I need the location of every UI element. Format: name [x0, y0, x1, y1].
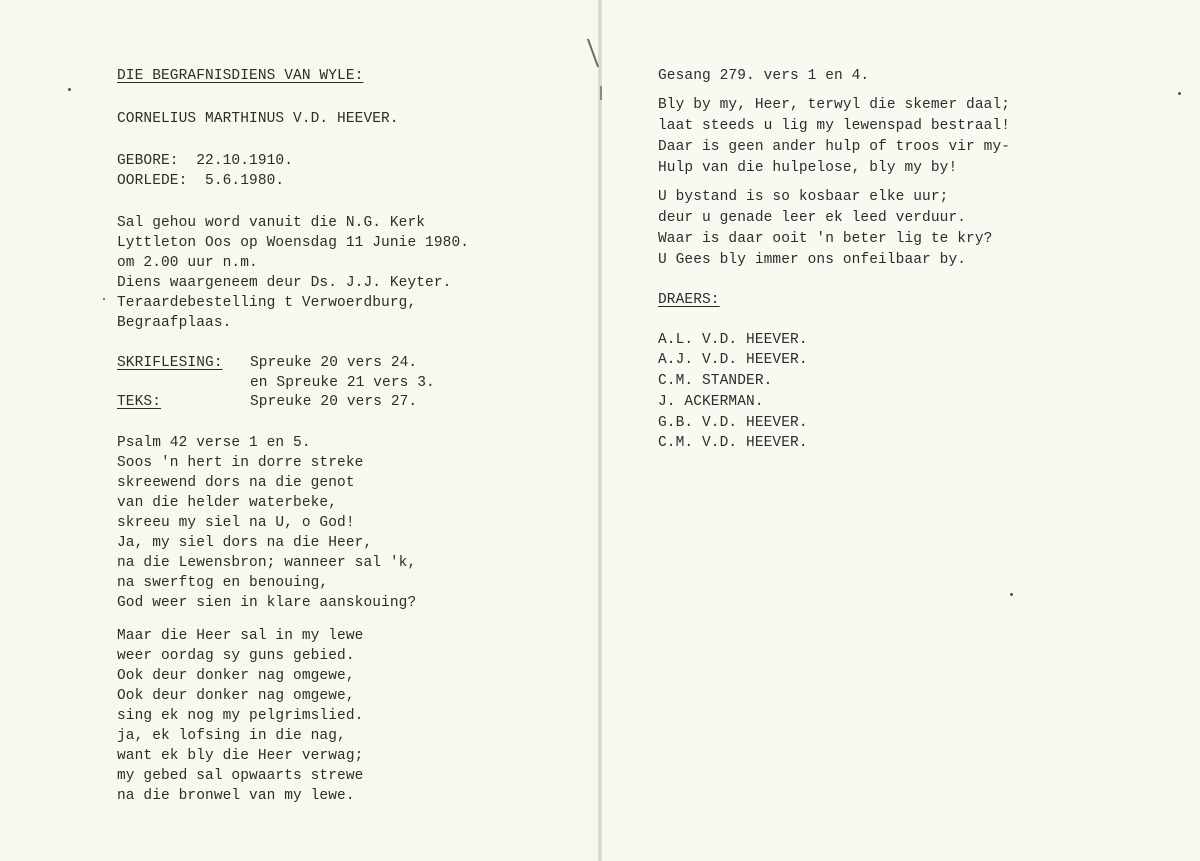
page-fold: [598, 0, 602, 861]
hymn-line: Daar is geen ander hulp of troos vir my-: [658, 139, 1011, 155]
hymn-line: U bystand is so kosbaar elke uur;: [658, 189, 949, 205]
birth-date: GEBORE: 22.10.1910.: [117, 153, 294, 169]
scripture-label: SKRIFLESING:: [117, 355, 223, 371]
psalm-line: van die helder waterbeke,: [117, 495, 338, 511]
psalm-line: skreeu my siel na U, o God!: [117, 515, 355, 531]
paper-speck: [1178, 92, 1181, 95]
service-line: Sal gehou word vanuit die N.G. Kerk: [117, 215, 426, 231]
hymn-title: Gesang 279. vers 1 en 4.: [658, 68, 870, 84]
psalm-line: na die bronwel van my lewe.: [117, 788, 355, 804]
psalm-line: Ook deur donker nag omgewe,: [117, 688, 355, 704]
bearers-heading: DRAERS:: [658, 292, 720, 308]
psalm-line: Ja, my siel dors na die Heer,: [117, 535, 373, 551]
hymn-line: Hulp van die hulpelose, bly my by!: [658, 160, 958, 176]
paper-speck: [1010, 593, 1013, 596]
bearer-name: J. ACKERMAN.: [658, 394, 764, 410]
psalm-line: na die Lewensbron; wanneer sal 'k,: [117, 555, 417, 571]
psalm-line: sing ek nog my pelgrimslied.: [117, 708, 364, 724]
paper-speck: [103, 298, 105, 300]
paper-speck: [68, 88, 71, 91]
psalm-line: Soos 'n hert in dorre streke: [117, 455, 364, 471]
psalm-title: Psalm 42 verse 1 en 5.: [117, 435, 311, 451]
bearer-name: A.J. V.D. HEEVER.: [658, 352, 808, 368]
text-label: TEKS:: [117, 394, 162, 410]
hymn-line: deur u genade leer ek leed verduur.: [658, 210, 967, 226]
fold-crease-mark: [600, 86, 602, 100]
bearer-name: A.L. V.D. HEEVER.: [658, 332, 808, 348]
hymn-line: Waar is daar ooit 'n beter lig te kry?: [658, 231, 993, 247]
hymn-line: Bly by my, Heer, terwyl die skemer daal;: [658, 97, 1011, 113]
service-line: Teraardebestelling t Verwoerdburg,: [117, 295, 417, 311]
psalm-line: God weer sien in klare aanskouing?: [117, 595, 417, 611]
funeral-heading: DIE BEGRAFNISDIENS VAN WYLE:: [117, 68, 364, 84]
service-line: Diens waargeneem deur Ds. J.J. Keyter.: [117, 275, 452, 291]
service-line: Lyttleton Oos op Woensdag 11 Junie 1980.: [117, 235, 470, 251]
scripture-reading: Spreuke 20 vers 24.: [250, 355, 418, 371]
psalm-line: skreewend dors na die genot: [117, 475, 355, 491]
text-reading: Spreuke 20 vers 27.: [250, 394, 418, 410]
psalm-line: Ook deur donker nag omgewe,: [117, 668, 355, 684]
psalm-line: Maar die Heer sal in my lewe: [117, 628, 364, 644]
scripture-reading: en Spreuke 21 vers 3.: [250, 375, 435, 391]
bearer-name: G.B. V.D. HEEVER.: [658, 415, 808, 431]
hymn-line: laat steeds u lig my lewenspad bestraal!: [658, 118, 1011, 134]
bearer-name: C.M. STANDER.: [658, 373, 773, 389]
death-date: OORLEDE: 5.6.1980.: [117, 173, 285, 189]
psalm-line: na swerftog en benouing,: [117, 575, 329, 591]
psalm-line: my gebed sal opwaarts strewe: [117, 768, 364, 784]
service-line: om 2.00 uur n.m.: [117, 255, 258, 271]
hymn-line: U Gees bly immer ons onfeilbaar by.: [658, 252, 967, 268]
psalm-line: weer oordag sy guns gebied.: [117, 648, 355, 664]
service-line: Begraafplaas.: [117, 315, 232, 331]
psalm-line: want ek bly die Heer verwag;: [117, 748, 364, 764]
psalm-line: ja, ek lofsing in die nag,: [117, 728, 346, 744]
deceased-name: CORNELIUS MARTHINUS V.D. HEEVER.: [117, 111, 399, 127]
bearer-name: C.M. V.D. HEEVER.: [658, 435, 808, 451]
